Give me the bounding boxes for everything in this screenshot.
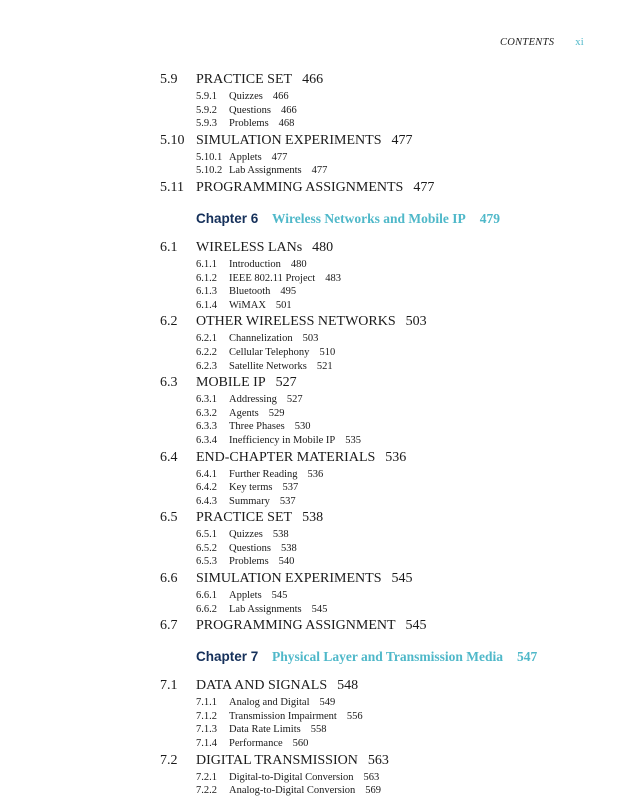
- entry-page: 545: [391, 571, 413, 587]
- entry-title-group: [229, 117, 294, 131]
- entry-page: 537: [282, 482, 299, 494]
- entry-page: 563: [367, 752, 389, 768]
- entry-title: Applets: [229, 590, 262, 602]
- entry-number: 6.4: [160, 449, 178, 465]
- chapter-page: 547: [517, 649, 538, 665]
- entry-title: Transmission Impairment: [229, 710, 337, 722]
- entry-title: Further Reading: [229, 468, 298, 480]
- entry-title-group: [229, 104, 297, 118]
- entry-title: Inefficiency in Mobile IP: [229, 434, 336, 446]
- chapter-label: Chapter 7: [196, 649, 259, 665]
- subsection-entry: [0, 346, 638, 360]
- entry-title-group: [229, 603, 327, 617]
- subsection-entry: [0, 393, 638, 407]
- table-of-contents: [0, 70, 638, 798]
- entry-title-group: [229, 393, 303, 407]
- entry-title-group: [229, 542, 297, 556]
- entry-number: 7.2.1: [196, 771, 217, 783]
- subsection-entry: [0, 784, 638, 798]
- entry-title-group: [196, 569, 413, 589]
- entry-page: 466: [302, 72, 324, 87]
- entry-title-group: [229, 696, 335, 710]
- entry-title-group: [229, 481, 298, 495]
- entry-number: 6.2.3: [196, 360, 217, 372]
- chapter-label: Chapter 6: [196, 210, 259, 226]
- entry-page: 483: [325, 272, 341, 284]
- entry-number: 5.9: [160, 72, 178, 87]
- chapter-heading: [0, 646, 638, 668]
- subsection-entry: [0, 420, 638, 434]
- entry-page: 477: [271, 151, 288, 163]
- entry-page: 536: [385, 449, 407, 465]
- entry-title-group: [229, 555, 294, 569]
- entry-page: 563: [363, 771, 380, 783]
- entry-title-group: [229, 90, 289, 104]
- entry-number: 6.1.1: [196, 258, 217, 270]
- entry-number: 6.2.2: [196, 346, 217, 358]
- entry-title: Analog and Digital: [229, 697, 310, 709]
- subsection-entry: [0, 710, 638, 724]
- subsection-entry: [0, 90, 638, 104]
- entry-page: 477: [311, 165, 328, 177]
- entry-title-group: [229, 407, 285, 421]
- chapter-title-group: [272, 208, 500, 230]
- entry-number: 6.1.4: [196, 299, 217, 311]
- entry-page: 501: [275, 299, 292, 311]
- subsection-entry: [0, 117, 638, 131]
- entry-title: Bluetooth: [229, 286, 271, 298]
- entry-page: 540: [278, 556, 295, 568]
- entry-number: 7.1.3: [196, 724, 217, 736]
- entry-page: 495: [280, 286, 297, 298]
- entry-title-group: [229, 723, 326, 737]
- header-label: CONTENTS: [499, 37, 555, 48]
- entry-number: 7.2.2: [196, 785, 217, 797]
- entry-title: Questions: [229, 104, 271, 116]
- entry-page: 549: [319, 697, 336, 709]
- entry-title-group: [229, 332, 318, 346]
- entry-title: Quizzes: [229, 91, 263, 102]
- subsection-entry: [0, 589, 638, 603]
- entry-title: WIRELESS LANs: [196, 239, 303, 255]
- entry-title: Digital-to-Digital Conversion: [229, 771, 354, 783]
- entry-number: 6.1.2: [196, 272, 217, 284]
- entry-number: 6.4.3: [196, 495, 217, 507]
- entry-page: 468: [278, 118, 295, 130]
- entry-number: 7.2: [160, 752, 178, 768]
- entry-title: PRACTICE SET: [196, 510, 293, 526]
- entry-title: Satellite Networks: [229, 360, 307, 372]
- entry-title: SIMULATION EXPERIMENTS: [196, 571, 382, 587]
- entry-title-group: [196, 312, 427, 332]
- subsection-entry: [0, 696, 638, 710]
- entry-title: Lab Assignments: [229, 603, 302, 615]
- entry-page: 548: [337, 678, 359, 694]
- entry-number: 6.6.2: [196, 603, 217, 615]
- entry-title-group: [229, 285, 296, 299]
- entry-title: MOBILE IP: [196, 375, 266, 391]
- entry-page: 538: [281, 542, 297, 554]
- entry-page: 569: [365, 785, 382, 797]
- entry-page: 503: [405, 314, 427, 330]
- entry-title: Agents: [229, 407, 259, 419]
- entry-page: 503: [302, 333, 319, 345]
- entry-number: 6.4.2: [196, 482, 217, 494]
- entry-title-group: [196, 131, 413, 151]
- entry-page: 480: [312, 239, 334, 255]
- entry-title-group: [196, 70, 323, 90]
- entry-title-group: [229, 771, 379, 785]
- entry-title-group: [229, 346, 335, 360]
- entry-title-group: [229, 360, 333, 374]
- entry-title: END-CHAPTER MATERIALS: [196, 449, 376, 465]
- subsection-entry: [0, 360, 638, 374]
- entry-number: 5.9.1: [196, 91, 217, 102]
- entry-number: 6.3.2: [196, 407, 217, 419]
- entry-number: 6.5.3: [196, 556, 217, 568]
- entry-title-group: [229, 737, 308, 751]
- entry-title-group: [196, 238, 333, 258]
- entry-title: WiMAX: [229, 299, 266, 311]
- entry-title-group: [229, 434, 361, 448]
- subsection-entry: [0, 104, 638, 118]
- entry-page: 527: [286, 394, 303, 406]
- entry-title: OTHER WIRELESS NETWORKS: [196, 314, 396, 330]
- entry-number: 6.2: [160, 314, 178, 330]
- entry-title: Lab Assignments: [229, 165, 302, 177]
- subsection-entry: [0, 272, 638, 286]
- entry-number: 6.5.2: [196, 542, 217, 554]
- entry-title: Applets: [229, 151, 262, 163]
- subsection-entry: [0, 737, 638, 751]
- entry-title-group: [229, 420, 310, 434]
- subsection-entry: [0, 723, 638, 737]
- entry-title: Three Phases: [229, 421, 285, 433]
- entry-title: PROGRAMMING ASSIGNMENTS: [196, 179, 404, 195]
- entry-number: 5.9.3: [196, 118, 217, 130]
- entry-page: 545: [405, 618, 427, 634]
- section-entry: [0, 178, 638, 198]
- section-entry: [0, 569, 638, 589]
- subsection-entry: [0, 332, 638, 346]
- entry-title: DIGITAL TRANSMISSION: [196, 752, 358, 768]
- entry-title-group: [229, 528, 289, 542]
- section-entry: [0, 751, 638, 771]
- entry-title: DATA AND SIGNALS: [196, 678, 328, 694]
- subsection-entry: [0, 555, 638, 569]
- entry-number: 5.10: [160, 132, 185, 148]
- subsection-entry: [0, 495, 638, 509]
- entry-number: 5.9.2: [196, 104, 217, 116]
- entry-page: 556: [346, 710, 363, 722]
- subsection-entry: [0, 603, 638, 617]
- entry-title: Quizzes: [229, 529, 263, 541]
- entry-title: Analog-to-Digital Conversion: [229, 785, 356, 797]
- section-entry: [0, 373, 638, 393]
- subsection-entry: [0, 258, 638, 272]
- entry-page: 529: [268, 407, 285, 419]
- entry-page: 545: [271, 590, 288, 602]
- entry-number: 7.1.4: [196, 738, 217, 750]
- entry-page: 535: [345, 434, 361, 446]
- header-page-number: xi: [575, 37, 584, 48]
- entry-page: 510: [319, 346, 336, 358]
- entry-number: 7.1.2: [196, 710, 217, 722]
- entry-page: 545: [311, 603, 328, 615]
- entry-number: 6.3: [160, 375, 178, 391]
- entry-title: SIMULATION EXPERIMENTS: [196, 132, 382, 148]
- entry-page: 466: [272, 91, 289, 102]
- entry-number: 5.10.1: [196, 151, 223, 163]
- entry-number: 6.6: [160, 571, 178, 587]
- entry-title: Problems: [229, 556, 269, 568]
- entry-title-group: [196, 508, 323, 528]
- chapter-page: 479: [479, 210, 500, 226]
- entry-title-group: [196, 373, 297, 393]
- subsection-entry: [0, 771, 638, 785]
- entry-title: Performance: [229, 738, 283, 750]
- section-entry: [0, 70, 638, 90]
- chapter-title-group: [272, 646, 537, 668]
- entry-number: 5.10.2: [196, 165, 223, 177]
- subsection-entry: [0, 407, 638, 421]
- entry-page: 558: [310, 724, 327, 736]
- entry-number: 6.6.1: [196, 590, 217, 602]
- running-header: [500, 37, 584, 48]
- entry-title: Problems: [229, 118, 269, 130]
- subsection-entry: [0, 434, 638, 448]
- subsection-entry: [0, 542, 638, 556]
- entry-title: PRACTICE SET: [196, 72, 293, 87]
- entry-page: 530: [294, 421, 311, 433]
- entry-title-group: [229, 589, 287, 603]
- entry-title: Channelization: [229, 333, 293, 345]
- entry-title-group: [196, 448, 406, 468]
- subsection-entry: [0, 299, 638, 313]
- entry-title-group: [229, 299, 292, 313]
- entry-title-group: [196, 676, 358, 696]
- entry-page: 560: [292, 738, 309, 750]
- section-entry: [0, 238, 638, 258]
- entry-title-group: [229, 710, 363, 724]
- entry-number: 7.1.1: [196, 697, 217, 709]
- entry-title-group: [229, 272, 341, 286]
- entry-page: 521: [316, 360, 333, 372]
- entry-title-group: [196, 178, 434, 198]
- entry-page: 538: [302, 510, 324, 526]
- entry-number: 7.1: [160, 678, 178, 694]
- entry-title-group: [229, 495, 296, 509]
- entry-page: 477: [413, 179, 435, 195]
- entry-title: IEEE 802.11 Project: [229, 272, 316, 284]
- subsection-entry: [0, 151, 638, 165]
- entry-page: 480: [290, 258, 307, 270]
- entry-number: 6.1.3: [196, 286, 217, 298]
- entry-number: 6.7: [160, 618, 178, 634]
- entry-title-group: [229, 258, 307, 272]
- entry-number: 6.3.1: [196, 394, 217, 406]
- section-entry: [0, 448, 638, 468]
- subsection-entry: [0, 164, 638, 178]
- entry-title-group: [229, 468, 323, 482]
- entry-number: 6.5: [160, 510, 178, 526]
- subsection-entry: [0, 528, 638, 542]
- entry-title: Questions: [229, 542, 271, 554]
- entry-number: 6.3.4: [196, 434, 217, 446]
- chapter-title: Wireless Networks and Mobile IP: [272, 210, 466, 226]
- section-entry: [0, 312, 638, 332]
- entry-number: 6.4.1: [196, 468, 217, 480]
- chapter-heading: [0, 208, 638, 230]
- entry-title-group: [196, 616, 427, 636]
- entry-page: 466: [281, 104, 297, 116]
- entry-title: Key terms: [229, 482, 273, 494]
- entry-number: 5.11: [160, 179, 184, 195]
- entry-title-group: [229, 784, 381, 798]
- section-entry: [0, 616, 638, 636]
- subsection-entry: [0, 468, 638, 482]
- entry-page: 537: [279, 495, 296, 507]
- entry-number: 6.5.1: [196, 529, 217, 541]
- entry-page: 527: [275, 375, 297, 391]
- entry-title: Introduction: [229, 258, 281, 270]
- entry-number: 6.2.1: [196, 333, 217, 345]
- entry-title-group: [229, 151, 287, 165]
- entry-page: 477: [391, 132, 413, 148]
- entry-number: 6.3.3: [196, 421, 217, 433]
- section-entry: [0, 508, 638, 528]
- subsection-entry: [0, 285, 638, 299]
- entry-title: Cellular Telephony: [229, 346, 310, 358]
- section-entry: [0, 676, 638, 696]
- entry-title: Addressing: [229, 394, 277, 406]
- entry-title-group: [229, 164, 327, 178]
- entry-title: Data Rate Limits: [229, 724, 301, 736]
- entry-title-group: [196, 751, 389, 771]
- entry-title: PROGRAMMING ASSIGNMENT: [196, 618, 396, 634]
- entry-number: 6.1: [160, 239, 178, 255]
- entry-page: 538: [272, 529, 289, 541]
- entry-page: 536: [307, 468, 324, 480]
- entry-title: Summary: [229, 495, 270, 507]
- section-entry: [0, 131, 638, 151]
- subsection-entry: [0, 481, 638, 495]
- chapter-title: Physical Layer and Transmission Media: [272, 649, 504, 665]
